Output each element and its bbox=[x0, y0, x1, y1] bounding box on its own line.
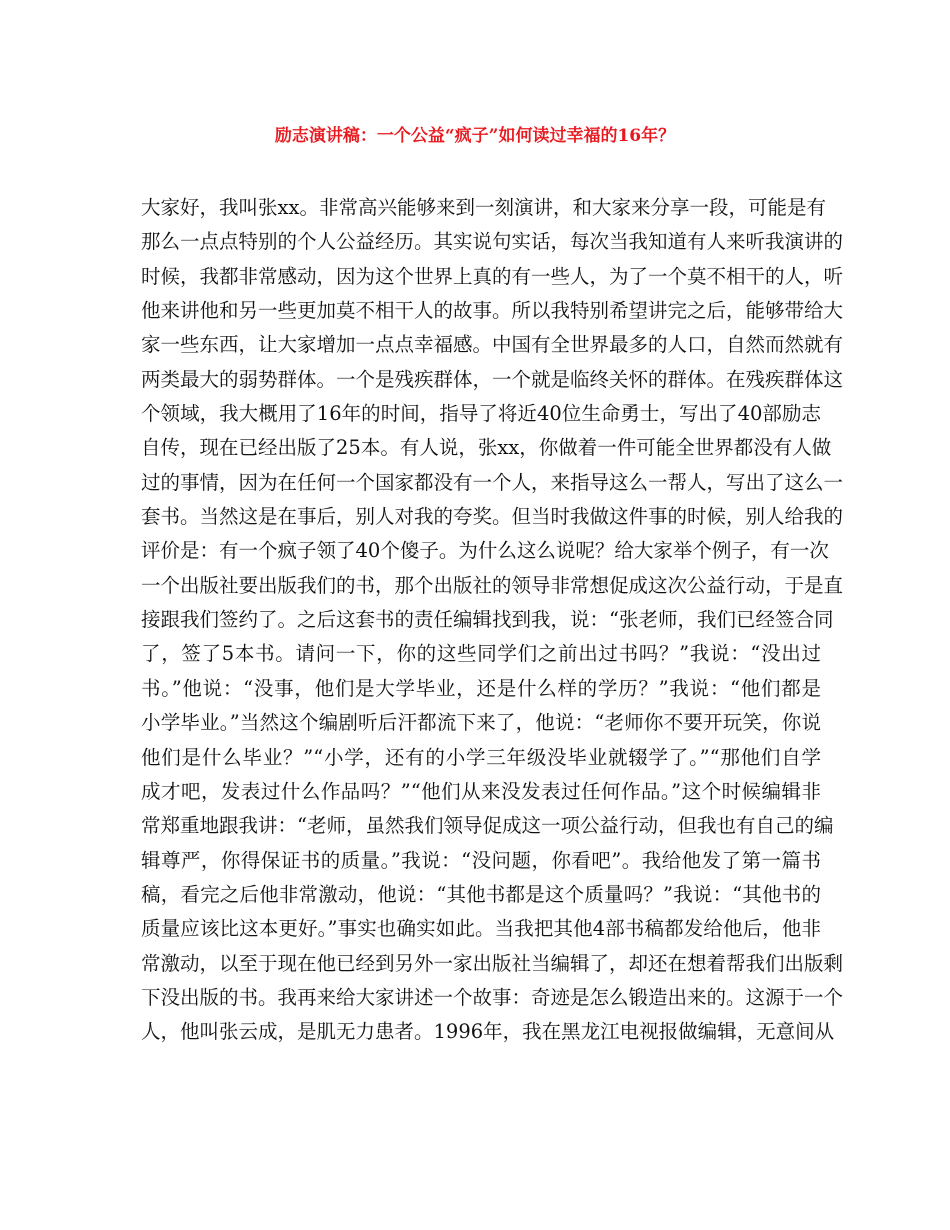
body-line: 常郑重地跟我讲：“老师，虽然我们领导促成这一项公益行动，但我也有自己的编 bbox=[141, 814, 834, 838]
body-line: 书。”他说：“没事，他们是大学毕业，还是什么样的学历？”我说：“他们都是 bbox=[141, 676, 821, 700]
body-line: 人，他叫张云成，是肌无力患者。1996年，我在黑龙江电视报做编辑，无意间从 bbox=[141, 1020, 835, 1044]
body-line: 自传，现在已经出版了25本。有人说，张xx，你做着一件可能全世界都没有人做 bbox=[141, 436, 832, 460]
body-line: 家一些东西，让大家增加一点点幸福感。中国有全世界最多的人口，自然而然就有 bbox=[141, 333, 844, 357]
body-line: 成才吧，发表过什么作品吗？”“他们从来没发表过任何作品。”这个时候编辑非 bbox=[141, 779, 821, 803]
body-line: 小学毕业。”当然这个编剧听后汗都流下来了，他说：“老师你不要开玩笑，你说 bbox=[141, 711, 821, 735]
body-line: 他来讲他和另一些更加莫不相干人的故事。所以我特别希望讲完之后，能够带给大 bbox=[141, 299, 844, 323]
body-line: 两类最大的弱势群体。一个是残疾群体，一个就是临终关怀的群体。在残疾群体这 bbox=[141, 367, 844, 391]
body-line: 套书。当然这是在事后，别人对我的夸奖。但当时我做这件事的时候，别人给我的 bbox=[141, 505, 844, 529]
body-line: 下没出版的书。我再来给大家讲述一个故事：奇迹是怎么锻造出来的。这源于一个 bbox=[141, 985, 844, 1009]
body-line: 过的事情，因为在任何一个国家都没有一个人，来指导这么一帮人，写出了这么一 bbox=[141, 470, 844, 494]
body-line: 辑尊严，你得保证书的质量。”我说：“没问题，你看吧”。我给他发了第一篇书 bbox=[141, 848, 821, 872]
body-line: 质量应该比这本更好。”事实也确实如此。当我把其他4部书稿都发给他后，他非 bbox=[141, 917, 821, 941]
body-line: 大家好，我叫张xx。非常高兴能够来到一刻演讲，和大家来分享一段，可能是有 bbox=[141, 196, 826, 219]
body-line: 接跟我们签约了。之后这套书的责任编辑找到我，说：“张老师，我们已经签合同 bbox=[141, 608, 834, 632]
body-line: 时候，我都非常感动，因为这个世界上真的有一些人，为了一个莫不相干的人，听 bbox=[141, 264, 844, 288]
document-title: 励志演讲稿：一个公益“疯子”如何读过幸福的16年？ bbox=[274, 126, 676, 146]
body-line: 那么一点点特别的个人公益经历。其实说句实话，每次当我知道有人来听我演讲的 bbox=[141, 230, 844, 254]
body-line: 了，签了5本书。请问一下，你的这些同学们之前出过书吗？”我说：“没出过 bbox=[141, 642, 821, 666]
body-line: 一个出版社要出版我们的书，那个出版社的领导非常想促成这次公益行动，于是直 bbox=[141, 573, 844, 597]
body-line: 评价是：有一个疯子领了40个傻子。为什么这么说呢？给大家举个例子，有一次 bbox=[141, 539, 829, 563]
body-paragraph bbox=[141, 191, 844, 1050]
body-line: 他们是什么毕业？”“小学，还有的小学三年级没毕业就辍学了。”“那他们自学 bbox=[141, 745, 821, 769]
body-line: 稿，看完之后他非常激动，他说：“其他书都是这个质量吗？”我说：“其他书的 bbox=[141, 882, 821, 906]
body-line: 常激动，以至于现在他已经到另外一家出版社当编辑了，却还在想着帮我们出版剩 bbox=[141, 951, 844, 975]
body-line: 个领域，我大概用了16年的时间，指导了将近40位生命勇士，写出了40部励志 bbox=[141, 402, 821, 426]
